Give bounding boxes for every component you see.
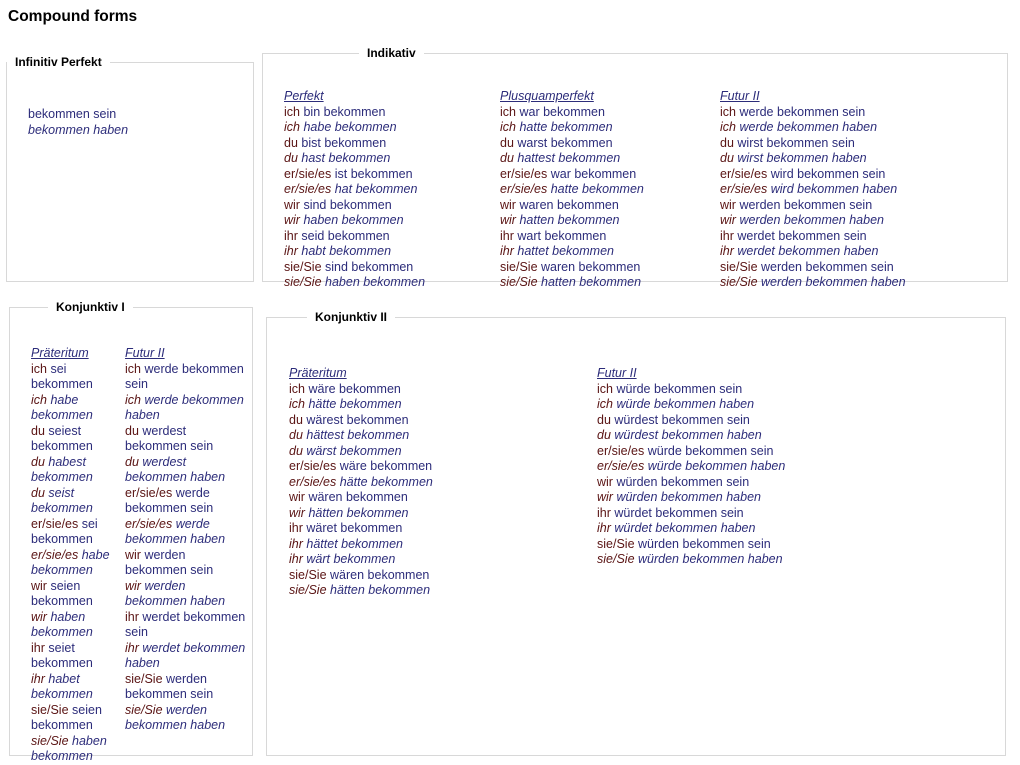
pronoun: du xyxy=(31,423,45,438)
pronoun: sie/Sie xyxy=(289,567,327,582)
conjugation-line xyxy=(31,579,123,610)
conjugation-line xyxy=(597,382,785,398)
pronoun: ihr xyxy=(289,552,303,566)
conjugation-line xyxy=(125,672,247,703)
verb-form: wart bekommen xyxy=(517,228,607,243)
verb-form: würde bekommen haben xyxy=(616,397,755,411)
verb-form: werden bekommen sein xyxy=(739,197,873,212)
verb-form: werdet bekommen haben xyxy=(737,244,879,258)
conjugation-line xyxy=(597,490,785,506)
verb-form: hatten bekommen xyxy=(519,213,620,227)
conjugation-line xyxy=(289,382,433,398)
conjugation-line xyxy=(720,260,906,276)
conjugation-line xyxy=(284,213,425,229)
conjugation-line xyxy=(720,105,906,121)
verb-form: würde bekommen haben xyxy=(647,459,786,473)
verb-form: wärest bekommen xyxy=(306,412,409,427)
verb-form: werden bekommen sein xyxy=(125,547,214,577)
column-heading: Futur II xyxy=(720,89,760,103)
pronoun: ihr xyxy=(31,671,45,686)
pronoun: sie/Sie xyxy=(284,275,322,289)
verb-form: werdet bekommen sein xyxy=(737,228,867,243)
pronoun: wir xyxy=(31,578,47,593)
conjugation-line xyxy=(125,579,247,610)
verb-form: würden bekommen haben xyxy=(638,552,783,566)
conjugation-line xyxy=(125,486,247,517)
verb-form: wären bekommen xyxy=(308,490,408,504)
pronoun: ihr xyxy=(125,640,139,655)
column-heading: Perfekt xyxy=(284,89,324,103)
indikativ-futur2-column xyxy=(720,89,906,291)
pronoun: wir xyxy=(284,213,300,227)
konjunktiv-1-praeteritum-column xyxy=(31,346,123,765)
verb-form: würdest bekommen sein xyxy=(614,412,750,427)
verb-form: hast bekommen xyxy=(301,151,391,165)
verb-form: seist bekommen xyxy=(31,485,93,515)
verb-form: seien bekommen xyxy=(31,578,93,608)
column-heading: Präteritum xyxy=(31,346,89,360)
conjugation-line xyxy=(597,444,785,460)
pronoun: er/sie/es xyxy=(720,182,768,196)
verb-form: hätten bekommen xyxy=(330,583,431,597)
pronoun: du xyxy=(720,151,734,165)
conjugation-line xyxy=(289,490,433,506)
konjunktiv-1-box xyxy=(9,300,253,763)
verb-form: haben bekommen xyxy=(31,609,93,639)
column-heading: Futur II xyxy=(125,346,165,360)
pronoun: er/sie/es xyxy=(31,547,79,562)
conjugation-line: bekommen sein xyxy=(28,107,117,121)
verb-form: wären bekommen xyxy=(330,567,430,582)
conjugation-line xyxy=(720,229,906,245)
pronoun: wir xyxy=(597,474,613,489)
pronoun: er/sie/es xyxy=(720,166,768,181)
pronoun: er/sie/es xyxy=(284,166,332,181)
pronoun: ich xyxy=(284,104,300,119)
conjugation-line xyxy=(720,182,906,198)
indikativ-plusquamperfekt-column xyxy=(500,89,644,291)
verb-form: habest bekommen xyxy=(31,454,93,484)
pronoun: ich xyxy=(720,104,736,119)
conjugation-line xyxy=(720,213,906,229)
pronoun: er/sie/es xyxy=(597,443,645,458)
conjugation-line xyxy=(500,105,644,121)
conjugation-line xyxy=(125,424,247,455)
pronoun: ihr xyxy=(500,244,514,258)
pronoun: wir xyxy=(289,505,305,520)
conjugation-line xyxy=(289,521,433,537)
page-title: Compound forms xyxy=(8,8,138,25)
conjugation-line xyxy=(500,213,644,229)
verb-form: werdet bekommen haben xyxy=(125,640,246,670)
pronoun: wir xyxy=(284,197,300,212)
verb-form: waren bekommen xyxy=(541,259,641,274)
pronoun: ich xyxy=(597,381,613,396)
verb-form: würden bekommen sein xyxy=(638,536,771,551)
conjugation-line xyxy=(125,641,247,672)
pronoun: sie/Sie xyxy=(125,702,163,717)
verb-form: werden bekommen sein xyxy=(125,671,214,701)
conjugation-line xyxy=(284,120,425,136)
conjugation-line xyxy=(289,552,433,568)
conjugation-line xyxy=(31,393,123,424)
verb-form: werden bekommen haben xyxy=(125,702,226,732)
verb-form: hattest bekommen xyxy=(517,151,621,165)
pronoun: er/sie/es xyxy=(289,474,337,489)
pronoun: wir xyxy=(500,197,516,212)
verb-form: bist bekommen xyxy=(301,135,387,150)
konjunktiv-2-futur2-column xyxy=(597,366,785,568)
conjugation-line xyxy=(500,260,644,276)
conjugation-line xyxy=(720,136,906,152)
verb-form: sind bekommen xyxy=(303,197,392,212)
conjugation-line xyxy=(289,459,433,475)
verb-form: sei bekommen xyxy=(31,361,93,391)
pronoun: wir xyxy=(597,490,613,504)
conjugation-line xyxy=(720,275,906,291)
verb-form: war bekommen xyxy=(519,104,605,119)
conjugation-line xyxy=(31,734,123,765)
verb-form: habt bekommen xyxy=(301,244,392,258)
conjugation-line xyxy=(720,167,906,183)
verb-form: werden bekommen haben xyxy=(761,275,906,289)
conjugation-line xyxy=(289,413,433,429)
verb-form: haben bekommen xyxy=(325,275,426,289)
pronoun: ich xyxy=(125,392,141,407)
verb-form: habe bekommen xyxy=(31,547,110,577)
conjugation-line xyxy=(125,517,247,548)
verb-form: hatten bekommen xyxy=(541,275,642,289)
pronoun: ich xyxy=(289,397,305,411)
pronoun: er/sie/es xyxy=(289,459,337,473)
verb-form: hättest bekommen xyxy=(306,428,410,442)
verb-form: seiet bekommen xyxy=(31,640,93,670)
conjugation-line xyxy=(500,136,644,152)
conjugation-line xyxy=(720,198,906,214)
conjugation-line xyxy=(125,455,247,486)
verb-form: werde bekommen haben xyxy=(739,120,878,134)
verb-form: würdest bekommen haben xyxy=(614,428,762,442)
conjugation-line xyxy=(500,167,644,183)
pronoun: sie/Sie xyxy=(597,552,635,566)
pronoun: sie/Sie xyxy=(289,583,327,597)
konjunktiv-2-box xyxy=(266,310,1006,756)
verb-form: werde bekommen sein xyxy=(125,485,214,515)
verb-form: seiest bekommen xyxy=(31,423,93,453)
indikativ-box xyxy=(262,46,1008,289)
conjugation-line xyxy=(500,151,644,167)
verb-form: seien bekommen xyxy=(31,702,102,732)
conjugation-line xyxy=(500,244,644,260)
pronoun: du xyxy=(289,428,303,442)
konjunktiv-2-praeteritum-column xyxy=(289,366,433,599)
verb-form: wirst bekommen sein xyxy=(737,135,855,150)
verb-form: ist bekommen xyxy=(334,166,413,181)
conjugation-line xyxy=(31,703,123,734)
pronoun: ich xyxy=(500,104,516,119)
infinitiv-perfekt-legend: Infinitiv Perfekt xyxy=(15,55,102,69)
pronoun: ihr xyxy=(289,536,303,551)
verb-form: hätte bekommen xyxy=(339,474,433,489)
pronoun: du xyxy=(500,135,514,150)
verb-form: haben bekommen xyxy=(31,733,107,763)
conjugation-line xyxy=(125,703,247,734)
pronoun: sie/Sie xyxy=(31,702,69,717)
pronoun: du xyxy=(125,423,139,438)
verb-form: würde bekommen sein xyxy=(616,381,743,396)
conjugation-line xyxy=(31,455,123,486)
conjugation-line xyxy=(597,397,785,413)
conjugation-line xyxy=(284,244,425,260)
indikativ-legend: Indikativ xyxy=(367,46,416,60)
verb-form: werde bekommen haben xyxy=(125,516,226,546)
pronoun: ihr xyxy=(500,228,514,243)
pronoun: wir xyxy=(720,197,736,212)
verb-form: werden bekommen haben xyxy=(739,213,884,227)
konjunktiv-1-legend: Konjunktiv I xyxy=(56,300,125,314)
pronoun: er/sie/es xyxy=(125,485,173,500)
conjugation-line xyxy=(597,506,785,522)
conjugation-line xyxy=(289,537,433,553)
conjugation-line: bekommen haben xyxy=(28,122,129,137)
pronoun: sie/Sie xyxy=(720,259,758,274)
pronoun: wir xyxy=(289,490,305,504)
verb-form: hatte bekommen xyxy=(519,120,613,134)
pronoun: du xyxy=(597,428,611,442)
verb-form: werde bekommen sein xyxy=(739,104,866,119)
pronoun: ihr xyxy=(284,228,298,243)
pronoun: er/sie/es xyxy=(597,459,645,473)
conjugation-line xyxy=(31,672,123,703)
pronoun: ich xyxy=(31,361,47,376)
pronoun: du xyxy=(289,443,303,458)
pronoun: ich xyxy=(289,381,305,396)
indikativ-perfekt-column xyxy=(284,89,425,291)
verb-form: war bekommen xyxy=(550,166,637,181)
pronoun: du xyxy=(31,485,45,500)
verb-form: bin bekommen xyxy=(303,104,386,119)
pronoun: er/sie/es xyxy=(125,516,173,531)
pronoun: sie/Sie xyxy=(500,275,538,289)
conjugation-line xyxy=(500,275,644,291)
pronoun: ich xyxy=(284,120,300,134)
verb-form: hätten bekommen xyxy=(308,505,409,520)
pronoun: er/sie/es xyxy=(31,516,79,531)
verb-form: wird bekommen haben xyxy=(770,182,898,196)
verb-form: seid bekommen xyxy=(301,228,390,243)
conjugation-line xyxy=(284,151,425,167)
conjugation-line xyxy=(720,120,906,136)
verb-form: haben bekommen xyxy=(303,213,404,227)
conjugation-line xyxy=(289,475,433,491)
conjugation-line xyxy=(125,610,247,641)
conjugation-line xyxy=(31,424,123,455)
column-heading: Plusquamperfekt xyxy=(500,89,594,103)
conjugation-line xyxy=(125,362,247,393)
conjugation-line xyxy=(597,428,785,444)
verb-form: werdest bekommen sein xyxy=(125,423,214,453)
conjugation-line xyxy=(289,583,433,599)
conjugation-line xyxy=(31,486,123,517)
conjugation-line xyxy=(284,260,425,276)
verb-form: wird bekommen sein xyxy=(770,166,886,181)
pronoun: sie/Sie xyxy=(500,259,538,274)
pronoun: er/sie/es xyxy=(500,166,548,181)
pronoun: ihr xyxy=(720,244,734,258)
konjunktiv-2-legend: Konjunktiv II xyxy=(315,310,387,324)
pronoun: sie/Sie xyxy=(125,671,163,686)
pronoun: wir xyxy=(125,547,141,562)
conjugation-line xyxy=(720,151,906,167)
infinitiv-perfekt-box xyxy=(6,55,254,282)
pronoun: sie/Sie xyxy=(720,275,758,289)
verb-form: hättet bekommen xyxy=(306,536,403,551)
verb-form: wärt bekommen xyxy=(306,552,396,566)
pronoun: sie/Sie xyxy=(31,733,69,748)
pronoun: sie/Sie xyxy=(597,536,635,551)
conjugation-line xyxy=(597,475,785,491)
conjugation-line xyxy=(284,275,425,291)
verb-form: werden bekommen haben xyxy=(125,578,226,608)
verb-form: würdet bekommen sein xyxy=(614,505,744,520)
pronoun: ihr xyxy=(597,505,611,520)
conjugation-line xyxy=(31,610,123,641)
verb-form: würden bekommen sein xyxy=(616,474,750,489)
pronoun: ihr xyxy=(597,521,611,535)
verb-form: werdest bekommen haben xyxy=(125,454,226,484)
pronoun: ihr xyxy=(284,244,298,258)
pronoun: sie/Sie xyxy=(284,259,322,274)
verb-form: hatte bekommen xyxy=(550,182,644,196)
verb-form: werden bekommen sein xyxy=(761,259,894,274)
conjugation-line xyxy=(289,428,433,444)
conjugation-line xyxy=(720,244,906,260)
column-heading: Futur II xyxy=(597,366,637,380)
verb-form: werde bekommen haben xyxy=(125,392,244,422)
verb-form: würden bekommen haben xyxy=(616,490,761,504)
verb-form: habe bekommen xyxy=(31,392,93,422)
verb-form: wirst bekommen haben xyxy=(737,151,867,165)
conjugation-line xyxy=(597,537,785,553)
verb-form: habet bekommen xyxy=(31,671,93,701)
pronoun: du xyxy=(289,412,303,427)
conjugation-line xyxy=(284,229,425,245)
verb-form: wäret bekommen xyxy=(306,521,403,535)
pronoun: ich xyxy=(597,397,613,411)
verb-form: hattet bekommen xyxy=(517,244,614,258)
pronoun: wir xyxy=(125,578,141,593)
pronoun: ihr xyxy=(125,609,139,624)
pronoun: ich xyxy=(500,120,516,134)
verb-form: hat bekommen xyxy=(334,182,418,196)
conjugation-line xyxy=(284,167,425,183)
verb-form: wäre bekommen xyxy=(308,381,401,396)
pronoun: er/sie/es xyxy=(500,182,548,196)
conjugation-line xyxy=(284,182,425,198)
verb-form: werdet bekommen sein xyxy=(125,609,246,639)
conjugation-line xyxy=(500,198,644,214)
verb-form: habe bekommen xyxy=(303,120,397,134)
verb-form: hätte bekommen xyxy=(308,397,402,411)
verb-form: werde bekommen sein xyxy=(125,361,244,391)
pronoun: ihr xyxy=(31,640,45,655)
pronoun: wir xyxy=(500,213,516,227)
konjunktiv-1-futur2-column xyxy=(125,346,247,734)
verb-form: würde bekommen sein xyxy=(647,443,774,458)
verb-form: warst bekommen xyxy=(517,135,613,150)
conjugation-line xyxy=(31,641,123,672)
verb-form: sei bekommen xyxy=(31,516,98,546)
conjugation-line xyxy=(597,521,785,537)
verb-form: sind bekommen xyxy=(325,259,414,274)
pronoun: du xyxy=(31,454,45,469)
conjugation-line xyxy=(31,548,123,579)
infinitiv-perfekt-list xyxy=(28,107,128,138)
pronoun: du xyxy=(125,454,139,469)
conjugation-line xyxy=(500,229,644,245)
conjugation-line xyxy=(289,444,433,460)
conjugation-line xyxy=(284,105,425,121)
pronoun: wir xyxy=(720,213,736,227)
conjugation-line xyxy=(289,568,433,584)
column-heading: Präteritum xyxy=(289,366,347,380)
pronoun: du xyxy=(284,135,298,150)
conjugation-line xyxy=(597,459,785,475)
pronoun: ihr xyxy=(289,521,303,535)
verb-form: wärst bekommen xyxy=(306,443,402,458)
conjugation-line xyxy=(125,548,247,579)
verb-form: würdet bekommen haben xyxy=(614,521,756,535)
pronoun: ich xyxy=(31,392,47,407)
conjugation-line xyxy=(500,182,644,198)
conjugation-line xyxy=(289,506,433,522)
conjugation-line xyxy=(31,362,123,393)
pronoun: du xyxy=(597,412,611,427)
pronoun: ich xyxy=(720,120,736,134)
verb-form: waren bekommen xyxy=(519,197,619,212)
pronoun: du xyxy=(284,151,298,165)
pronoun: wir xyxy=(31,609,47,624)
conjugation-line xyxy=(31,517,123,548)
conjugation-line xyxy=(125,393,247,424)
conjugation-line xyxy=(289,397,433,413)
conjugation-line xyxy=(597,413,785,429)
conjugation-line xyxy=(597,552,785,568)
pronoun: ihr xyxy=(720,228,734,243)
conjugation-line xyxy=(284,198,425,214)
conjugation-line xyxy=(500,120,644,136)
pronoun: du xyxy=(500,151,514,165)
pronoun: er/sie/es xyxy=(284,182,332,196)
conjugation-line xyxy=(284,136,425,152)
verb-form: wäre bekommen xyxy=(339,459,433,473)
pronoun: ich xyxy=(125,361,141,376)
pronoun: du xyxy=(720,135,734,150)
